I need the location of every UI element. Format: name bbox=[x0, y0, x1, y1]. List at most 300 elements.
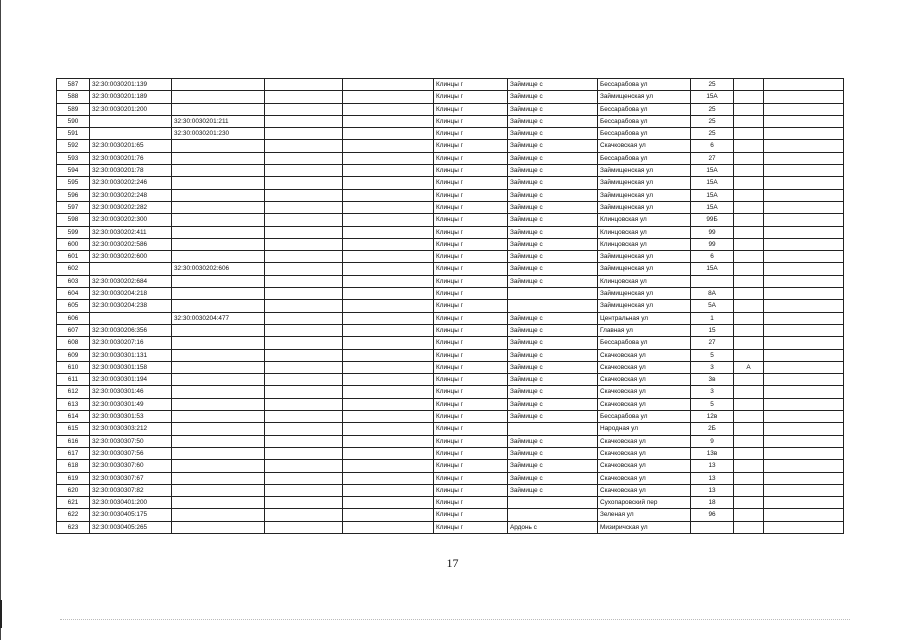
alt-cadastral-number bbox=[172, 324, 265, 336]
house-number-cell: 12в bbox=[691, 411, 734, 423]
house-letter-cell bbox=[734, 115, 764, 127]
house-number-cell: 27 bbox=[691, 337, 734, 349]
city-cell: Клинцы г bbox=[434, 411, 508, 423]
city-cell: Клинцы г bbox=[434, 152, 508, 164]
house-number-cell: 99Б bbox=[691, 214, 734, 226]
house-number-cell: 5А bbox=[691, 300, 734, 312]
house-number-cell: 25 bbox=[691, 79, 734, 91]
house-number-cell: 99 bbox=[691, 238, 734, 250]
row-number: 610 bbox=[57, 361, 90, 373]
house-letter-cell bbox=[734, 435, 764, 447]
street-cell: Скачковская ул bbox=[598, 447, 691, 459]
table-row bbox=[57, 361, 844, 373]
extra-col-3 bbox=[764, 214, 844, 226]
alt-cadastral-number bbox=[172, 79, 265, 91]
house-number-cell: 3 bbox=[691, 361, 734, 373]
extra-col-3 bbox=[764, 349, 844, 361]
table-row bbox=[57, 509, 844, 521]
extra-col-1 bbox=[265, 460, 343, 472]
alt-cadastral-number bbox=[172, 300, 265, 312]
extra-col-3 bbox=[764, 152, 844, 164]
row-number: 601 bbox=[57, 251, 90, 263]
extra-col-2 bbox=[343, 509, 434, 521]
row-number: 599 bbox=[57, 226, 90, 238]
table-row bbox=[57, 324, 844, 336]
city-cell: Клинцы г bbox=[434, 140, 508, 152]
house-letter-cell bbox=[734, 484, 764, 496]
cadastral-number: 32:30:0030307:82 bbox=[90, 484, 172, 496]
cadastral-number: 32:30:0030206:356 bbox=[90, 324, 172, 336]
table-row bbox=[57, 189, 844, 201]
house-number-cell: 15А bbox=[691, 165, 734, 177]
street-cell: Клинцовская ул bbox=[598, 214, 691, 226]
alt-cadastral-number bbox=[172, 411, 265, 423]
extra-col-3 bbox=[764, 472, 844, 484]
extra-col-3 bbox=[764, 521, 844, 533]
table-row bbox=[57, 128, 844, 140]
city-cell: Клинцы г bbox=[434, 263, 508, 275]
extra-col-1 bbox=[265, 349, 343, 361]
alt-cadastral-number bbox=[172, 349, 265, 361]
table-row bbox=[57, 152, 844, 164]
street-cell: Зеленая ул bbox=[598, 509, 691, 521]
table-row bbox=[57, 497, 844, 509]
city-cell: Клинцы г bbox=[434, 177, 508, 189]
settlement-cell bbox=[508, 509, 598, 521]
house-letter-cell bbox=[734, 152, 764, 164]
city-cell: Клинцы г bbox=[434, 300, 508, 312]
street-cell: Скачковская ул bbox=[598, 460, 691, 472]
city-cell: Клинцы г bbox=[434, 374, 508, 386]
extra-col-2 bbox=[343, 423, 434, 435]
street-cell: Займищенская ул bbox=[598, 251, 691, 263]
settlement-cell: Займище с bbox=[508, 177, 598, 189]
city-cell: Клинцы г bbox=[434, 435, 508, 447]
extra-col-3 bbox=[764, 361, 844, 373]
extra-col-2 bbox=[343, 386, 434, 398]
city-cell: Клинцы г bbox=[434, 361, 508, 373]
extra-col-2 bbox=[343, 103, 434, 115]
house-number-cell: 13 bbox=[691, 460, 734, 472]
house-letter-cell bbox=[734, 177, 764, 189]
row-number: 623 bbox=[57, 521, 90, 533]
settlement-cell: Займище с bbox=[508, 472, 598, 484]
street-cell: Сухопаровский пер bbox=[598, 497, 691, 509]
table-row bbox=[57, 177, 844, 189]
extra-col-1 bbox=[265, 140, 343, 152]
table-row bbox=[57, 423, 844, 435]
street-cell: Центральная ул bbox=[598, 312, 691, 324]
street-cell: Займищенская ул bbox=[598, 177, 691, 189]
house-number-cell: 13 bbox=[691, 484, 734, 496]
cadastral-number: 32:30:0030307:67 bbox=[90, 472, 172, 484]
cadastral-number: 32:30:0030307:56 bbox=[90, 447, 172, 459]
row-number: 598 bbox=[57, 214, 90, 226]
extra-col-1 bbox=[265, 91, 343, 103]
street-cell: Бессарабова ул bbox=[598, 103, 691, 115]
cadastral-number: 32:30:0030301:194 bbox=[90, 374, 172, 386]
table-row bbox=[57, 300, 844, 312]
street-cell: Займищенская ул bbox=[598, 263, 691, 275]
street-cell: Займищенская ул bbox=[598, 288, 691, 300]
extra-col-1 bbox=[265, 165, 343, 177]
street-cell: Займищенская ул bbox=[598, 91, 691, 103]
city-cell: Клинцы г bbox=[434, 497, 508, 509]
table-row bbox=[57, 312, 844, 324]
house-number-cell: 15А bbox=[691, 91, 734, 103]
table-row bbox=[57, 201, 844, 213]
street-cell: Займищенская ул bbox=[598, 189, 691, 201]
row-number: 595 bbox=[57, 177, 90, 189]
house-letter-cell bbox=[734, 386, 764, 398]
city-cell: Клинцы г bbox=[434, 226, 508, 238]
house-number-cell: 13 bbox=[691, 472, 734, 484]
table-row bbox=[57, 288, 844, 300]
street-cell: Скачковская ул bbox=[598, 386, 691, 398]
extra-col-1 bbox=[265, 312, 343, 324]
house-letter-cell bbox=[734, 460, 764, 472]
house-number-cell: 96 bbox=[691, 509, 734, 521]
city-cell: Клинцы г bbox=[434, 79, 508, 91]
settlement-cell: Займище с bbox=[508, 337, 598, 349]
alt-cadastral-number bbox=[172, 361, 265, 373]
extra-col-3 bbox=[764, 226, 844, 238]
house-number-cell: 13в bbox=[691, 447, 734, 459]
row-number: 622 bbox=[57, 509, 90, 521]
settlement-cell bbox=[508, 423, 598, 435]
page-number: 17 bbox=[446, 556, 459, 570]
settlement-cell: Займище с bbox=[508, 251, 598, 263]
row-number: 615 bbox=[57, 423, 90, 435]
extra-col-3 bbox=[764, 300, 844, 312]
house-letter-cell bbox=[734, 79, 764, 91]
settlement-cell: Займище с bbox=[508, 79, 598, 91]
house-number-cell: 25 bbox=[691, 115, 734, 127]
cadastral-number: 32:30:0030307:60 bbox=[90, 460, 172, 472]
street-cell: Займищенская ул bbox=[598, 165, 691, 177]
cadastral-registry-table bbox=[56, 78, 844, 534]
extra-col-3 bbox=[764, 374, 844, 386]
row-number: 597 bbox=[57, 201, 90, 213]
row-number: 600 bbox=[57, 238, 90, 250]
house-letter-cell bbox=[734, 497, 764, 509]
street-cell: Скачковская ул bbox=[598, 349, 691, 361]
extra-col-2 bbox=[343, 460, 434, 472]
extra-col-2 bbox=[343, 300, 434, 312]
house-number-cell: 27 bbox=[691, 152, 734, 164]
city-cell: Клинцы г bbox=[434, 349, 508, 361]
house-letter-cell bbox=[734, 509, 764, 521]
cadastral-number bbox=[90, 128, 172, 140]
extra-col-1 bbox=[265, 361, 343, 373]
row-number: 594 bbox=[57, 165, 90, 177]
row-number: 620 bbox=[57, 484, 90, 496]
alt-cadastral-number bbox=[172, 214, 265, 226]
extra-col-3 bbox=[764, 103, 844, 115]
extra-col-1 bbox=[265, 128, 343, 140]
extra-col-2 bbox=[343, 201, 434, 213]
city-cell: Клинцы г bbox=[434, 189, 508, 201]
extra-col-3 bbox=[764, 435, 844, 447]
extra-col-1 bbox=[265, 447, 343, 459]
extra-col-1 bbox=[265, 472, 343, 484]
cadastral-number: 32:30:0030202:684 bbox=[90, 275, 172, 287]
cadastral-number: 32:30:0030202:411 bbox=[90, 226, 172, 238]
cadastral-number: 32:30:0030301:131 bbox=[90, 349, 172, 361]
extra-col-1 bbox=[265, 201, 343, 213]
alt-cadastral-number bbox=[172, 337, 265, 349]
table-row bbox=[57, 115, 844, 127]
cadastral-number: 32:30:0030201:78 bbox=[90, 165, 172, 177]
extra-col-1 bbox=[265, 79, 343, 91]
extra-col-2 bbox=[343, 115, 434, 127]
extra-col-3 bbox=[764, 238, 844, 250]
extra-col-2 bbox=[343, 288, 434, 300]
city-cell: Клинцы г bbox=[434, 238, 508, 250]
city-cell: Клинцы г bbox=[434, 165, 508, 177]
table-row bbox=[57, 238, 844, 250]
table-row bbox=[57, 435, 844, 447]
extra-col-3 bbox=[764, 484, 844, 496]
table-row bbox=[57, 251, 844, 263]
settlement-cell: Займище с bbox=[508, 238, 598, 250]
cadastral-number bbox=[90, 115, 172, 127]
extra-col-1 bbox=[265, 411, 343, 423]
cadastral-number bbox=[90, 263, 172, 275]
row-number: 612 bbox=[57, 386, 90, 398]
city-cell: Клинцы г bbox=[434, 103, 508, 115]
extra-col-1 bbox=[265, 423, 343, 435]
house-letter-cell bbox=[734, 275, 764, 287]
extra-col-1 bbox=[265, 288, 343, 300]
settlement-cell: Займище с bbox=[508, 361, 598, 373]
extra-col-1 bbox=[265, 251, 343, 263]
house-letter-cell bbox=[734, 398, 764, 410]
scan-noise-line bbox=[60, 619, 850, 621]
extra-col-3 bbox=[764, 312, 844, 324]
settlement-cell: Займище с bbox=[508, 275, 598, 287]
city-cell: Клинцы г bbox=[434, 214, 508, 226]
street-cell: Бессарабова ул bbox=[598, 128, 691, 140]
house-number-cell: 18 bbox=[691, 497, 734, 509]
extra-col-3 bbox=[764, 398, 844, 410]
city-cell: Клинцы г bbox=[434, 312, 508, 324]
row-number: 617 bbox=[57, 447, 90, 459]
extra-col-1 bbox=[265, 115, 343, 127]
city-cell: Клинцы г bbox=[434, 337, 508, 349]
city-cell: Клинцы г bbox=[434, 386, 508, 398]
house-number-cell: 2Б bbox=[691, 423, 734, 435]
settlement-cell: Займище с bbox=[508, 263, 598, 275]
city-cell: Клинцы г bbox=[434, 91, 508, 103]
house-number-cell: 6 bbox=[691, 251, 734, 263]
extra-col-3 bbox=[764, 140, 844, 152]
extra-col-3 bbox=[764, 115, 844, 127]
cadastral-number: 32:30:0030405:265 bbox=[90, 521, 172, 533]
house-letter-cell bbox=[734, 374, 764, 386]
street-cell: Главная ул bbox=[598, 324, 691, 336]
city-cell: Клинцы г bbox=[434, 460, 508, 472]
cadastral-number: 32:30:0030301:49 bbox=[90, 398, 172, 410]
cadastral-number bbox=[90, 312, 172, 324]
extra-col-3 bbox=[764, 128, 844, 140]
row-number: 602 bbox=[57, 263, 90, 275]
alt-cadastral-number bbox=[172, 472, 265, 484]
row-number: 604 bbox=[57, 288, 90, 300]
settlement-cell: Займище с bbox=[508, 201, 598, 213]
extra-col-2 bbox=[343, 312, 434, 324]
house-letter-cell bbox=[734, 447, 764, 459]
row-number: 621 bbox=[57, 497, 90, 509]
extra-col-1 bbox=[265, 263, 343, 275]
row-number: 588 bbox=[57, 91, 90, 103]
street-cell: Скачковская ул bbox=[598, 374, 691, 386]
house-number-cell: 1 bbox=[691, 312, 734, 324]
table-row bbox=[57, 472, 844, 484]
table-row bbox=[57, 411, 844, 423]
alt-cadastral-number bbox=[172, 288, 265, 300]
house-letter-cell bbox=[734, 238, 764, 250]
house-letter-cell bbox=[734, 251, 764, 263]
extra-col-1 bbox=[265, 226, 343, 238]
city-cell: Клинцы г bbox=[434, 472, 508, 484]
extra-col-3 bbox=[764, 91, 844, 103]
extra-col-1 bbox=[265, 275, 343, 287]
alt-cadastral-number bbox=[172, 374, 265, 386]
extra-col-3 bbox=[764, 288, 844, 300]
extra-col-1 bbox=[265, 189, 343, 201]
extra-col-2 bbox=[343, 275, 434, 287]
settlement-cell bbox=[508, 497, 598, 509]
row-number: 613 bbox=[57, 398, 90, 410]
city-cell: Клинцы г bbox=[434, 509, 508, 521]
extra-col-2 bbox=[343, 238, 434, 250]
house-letter-cell bbox=[734, 91, 764, 103]
extra-col-1 bbox=[265, 398, 343, 410]
extra-col-3 bbox=[764, 251, 844, 263]
street-cell: Народная ул bbox=[598, 423, 691, 435]
street-cell: Скачковская ул bbox=[598, 361, 691, 373]
house-number-cell: 6 bbox=[691, 140, 734, 152]
extra-col-1 bbox=[265, 521, 343, 533]
extra-col-3 bbox=[764, 275, 844, 287]
alt-cadastral-number bbox=[172, 447, 265, 459]
house-number-cell: 15А bbox=[691, 201, 734, 213]
table-row bbox=[57, 263, 844, 275]
settlement-cell: Займище с bbox=[508, 152, 598, 164]
house-letter-cell bbox=[734, 288, 764, 300]
house-number-cell: 9 bbox=[691, 435, 734, 447]
house-letter-cell: А bbox=[734, 361, 764, 373]
house-letter-cell bbox=[734, 140, 764, 152]
street-cell: Скачковская ул bbox=[598, 398, 691, 410]
extra-col-1 bbox=[265, 214, 343, 226]
extra-col-2 bbox=[343, 177, 434, 189]
house-number-cell bbox=[691, 521, 734, 533]
settlement-cell: Займище с bbox=[508, 484, 598, 496]
city-cell: Клинцы г bbox=[434, 521, 508, 533]
alt-cadastral-number bbox=[172, 423, 265, 435]
table-row bbox=[57, 374, 844, 386]
house-number-cell: 5 bbox=[691, 349, 734, 361]
cadastral-number: 32:30:0030201:76 bbox=[90, 152, 172, 164]
extra-col-3 bbox=[764, 201, 844, 213]
house-letter-cell bbox=[734, 300, 764, 312]
row-number: 593 bbox=[57, 152, 90, 164]
house-letter-cell bbox=[734, 128, 764, 140]
extra-col-1 bbox=[265, 177, 343, 189]
cadastral-number: 32:30:0030202:600 bbox=[90, 251, 172, 263]
table-row bbox=[57, 386, 844, 398]
extra-col-2 bbox=[343, 189, 434, 201]
alt-cadastral-number bbox=[172, 251, 265, 263]
street-cell: Займищенская ул bbox=[598, 201, 691, 213]
house-number-cell: 15 bbox=[691, 324, 734, 336]
house-number-cell: 15А bbox=[691, 263, 734, 275]
city-cell: Клинцы г bbox=[434, 251, 508, 263]
extra-col-3 bbox=[764, 263, 844, 275]
alt-cadastral-number bbox=[172, 201, 265, 213]
alt-cadastral-number: 32:30:0030204:477 bbox=[172, 312, 265, 324]
settlement-cell: Займище с bbox=[508, 349, 598, 361]
house-letter-cell bbox=[734, 263, 764, 275]
cadastral-number: 32:30:0030202:300 bbox=[90, 214, 172, 226]
extra-col-3 bbox=[764, 337, 844, 349]
settlement-cell: Займище с bbox=[508, 312, 598, 324]
house-letter-cell bbox=[734, 312, 764, 324]
row-number: 614 bbox=[57, 411, 90, 423]
settlement-cell: Займище с bbox=[508, 115, 598, 127]
street-cell: Бессарабова ул bbox=[598, 152, 691, 164]
extra-col-2 bbox=[343, 374, 434, 386]
house-number-cell bbox=[691, 275, 734, 287]
cadastral-number: 32:30:0030201:139 bbox=[90, 79, 172, 91]
scan-left-edge bbox=[0, 0, 1, 640]
table-row bbox=[57, 214, 844, 226]
extra-col-2 bbox=[343, 79, 434, 91]
cadastral-number: 32:30:0030204:218 bbox=[90, 288, 172, 300]
extra-col-3 bbox=[764, 447, 844, 459]
row-number: 618 bbox=[57, 460, 90, 472]
alt-cadastral-number bbox=[172, 140, 265, 152]
extra-col-3 bbox=[764, 324, 844, 336]
cadastral-number: 32:30:0030201:65 bbox=[90, 140, 172, 152]
extra-col-1 bbox=[265, 324, 343, 336]
cadastral-number: 32:30:0030307:50 bbox=[90, 435, 172, 447]
table-row bbox=[57, 521, 844, 533]
city-cell: Клинцы г bbox=[434, 288, 508, 300]
row-number: 605 bbox=[57, 300, 90, 312]
extra-col-1 bbox=[265, 497, 343, 509]
cadastral-number: 32:30:0030202:282 bbox=[90, 201, 172, 213]
alt-cadastral-number bbox=[172, 386, 265, 398]
extra-col-2 bbox=[343, 361, 434, 373]
extra-col-1 bbox=[265, 238, 343, 250]
cadastral-number: 32:30:0030201:189 bbox=[90, 91, 172, 103]
extra-col-1 bbox=[265, 509, 343, 521]
alt-cadastral-number bbox=[172, 398, 265, 410]
alt-cadastral-number bbox=[172, 103, 265, 115]
extra-col-2 bbox=[343, 337, 434, 349]
extra-col-2 bbox=[343, 140, 434, 152]
settlement-cell bbox=[508, 300, 598, 312]
house-letter-cell bbox=[734, 201, 764, 213]
extra-col-3 bbox=[764, 386, 844, 398]
row-number: 592 bbox=[57, 140, 90, 152]
cadastral-number: 32:30:0030202:248 bbox=[90, 189, 172, 201]
settlement-cell: Займище с bbox=[508, 324, 598, 336]
row-number: 589 bbox=[57, 103, 90, 115]
